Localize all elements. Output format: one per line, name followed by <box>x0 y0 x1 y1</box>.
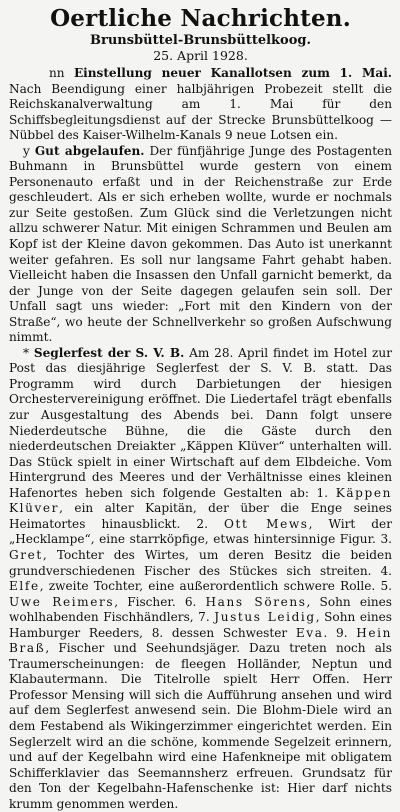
character-name: Käppen Klüver <box>9 485 392 516</box>
article-body-part: , Wirt der „Hecklampe“, eine starrköpfige, etwas hintersinnige Figur. 3. <box>9 516 392 547</box>
article-marker: nn <box>49 66 65 80</box>
section-title: Oertliche Nachrichten. <box>50 5 351 32</box>
article-body-part: , Sohn eines Hamburger Reeders, 8. dessen Schwester <box>9 610 393 640</box>
character-name: Hans Sörens <box>205 594 307 609</box>
article-body-part: , Sohn eines wohlhabenden Fischhändlers, 7. <box>9 594 393 625</box>
article-seglerfest <box>9 346 392 812</box>
article-marker: y <box>23 143 30 158</box>
article-body-part: Am 28. April findet im Hotel zur Post das diesjährige Seglerfest der S. V. B. statt. Das Programm wird durch Darbietungen der hiesigen Orchestervereinigung eröffnet. Die Liedertafel trägt ebenfalls zur Ausgestaltung des Abends bei. Dann folgt unsere Niederdeutsche Bühne, die die Gäste durch den niederdeutschen Dreiakter „Käppen Klüver“ unterhalten will. Das Stück spielt in einer Wirtschaft auf dem Elbdeiche. Vom Hintergrund des Meeres und der Verhältnisse eines kleinen Hafenortes heben sich folgende Gestalten ab: 1. <box>9 345 392 500</box>
character-name: Uwe Reimers <box>9 594 115 609</box>
article-body-part: , Fischer. 6. <box>114 594 206 609</box>
character-name: Eva <box>295 625 324 640</box>
article-heading: Seglerfest der S. V. B. <box>33 345 185 360</box>
article-kanallotsen <box>9 66 392 144</box>
character-name: Ott Mews <box>224 516 309 531</box>
article-body-part: , Fischer und Seehundsjäger. Dazu treten noch als Traumerscheinungen: de fleegen Holländer, Neptun und Klabautermann. Die Titelrolle spielt Herr Offen. Herr Professor Mensing will sich die Aufführung ansehen und wird auf dem Seglerfest anwesend sein. Die Blohm-Diele wird an dem Festabend als Wikingerzimmer eingerichtet werden. Ein Seglerzelt wird an die schöne, kommende Segelzeit erinnern, und auf der Kegelbahn wird eine Hafenkneipe mit obligatem Schifferklavier das Seemannsherz erfreuen. Grundsatz für den Ton der Kegelbahn-Hafenschenke ist: Hier darf nichts krumm genommen werden. <box>9 641 392 811</box>
character-name: Elfe <box>9 579 40 594</box>
article-marker: * <box>23 345 30 360</box>
article-body-part: , zweite Tochter, eine außerordentlich schwere Rolle. 5. <box>39 579 392 594</box>
article-gut-abgelaufen <box>9 144 392 346</box>
article-body-part: , ein alter Kapitän, der über die Enge seines Heimatortes hinausblickt. 2. <box>9 501 392 531</box>
article-heading: Gut abgelaufen. <box>34 143 145 158</box>
character-name: Justus Leidig <box>214 610 316 625</box>
character-name: Hein Braß <box>9 625 392 656</box>
article-heading: Einstellung neuer Kanallotsen zum 1. Mai. <box>73 66 392 80</box>
article-body: Nach Beendigung einer halbjährigen Probezeit stellt die Reichskanalverwaltung am 1. Mai für den Schiffsbegleitungsdienst auf der Strecke Brunsbüttelkoog — Nübbel des Kaiser-Wilhelm-Kanals 9 neue Lotsen ein. <box>9 81 392 143</box>
character-name: Gret <box>9 547 43 562</box>
dateline: 25. April 1928. <box>153 48 248 63</box>
article-body-part: , Tochter des Wirtes, um deren Besitz die beiden grundverschiedenen Fischer des Stückes sich streiten. 4. <box>9 547 392 578</box>
article-body: Der fünfjährige Junge des Postagenten Buhmann in Brunsbüttel wurde gestern von einem Personenauto erfaßt und in der Reichenstraße zur Erde geschleudert. Als er sich erheben wollte, wurde er nochmals zur Seite gestoßen. Zum Glück sind die Verletzungen nicht allzu schwerer Natur. Mit einigen Schrammen und Beulen am Kopf ist der Kleine davon gekommen. Das Auto ist unerkannt weiter gefahren. Es soll nur langsame Fahrt gehabt haben. Vielleicht haben die Insassen den Unfall garnicht bemerkt, da der Junge von der Seite dagegen gelaufen sein soll. Der Unfall sagt uns wieder: „Fort mit den Kindern von der Straße“, wo heute der Schnellverkehr so großen Aufschwung nimmt. <box>9 143 392 345</box>
article-body-part: . 9. <box>323 625 357 640</box>
place-heading: Brunsbüttel-Brunsbüttelkoog. <box>90 33 311 48</box>
